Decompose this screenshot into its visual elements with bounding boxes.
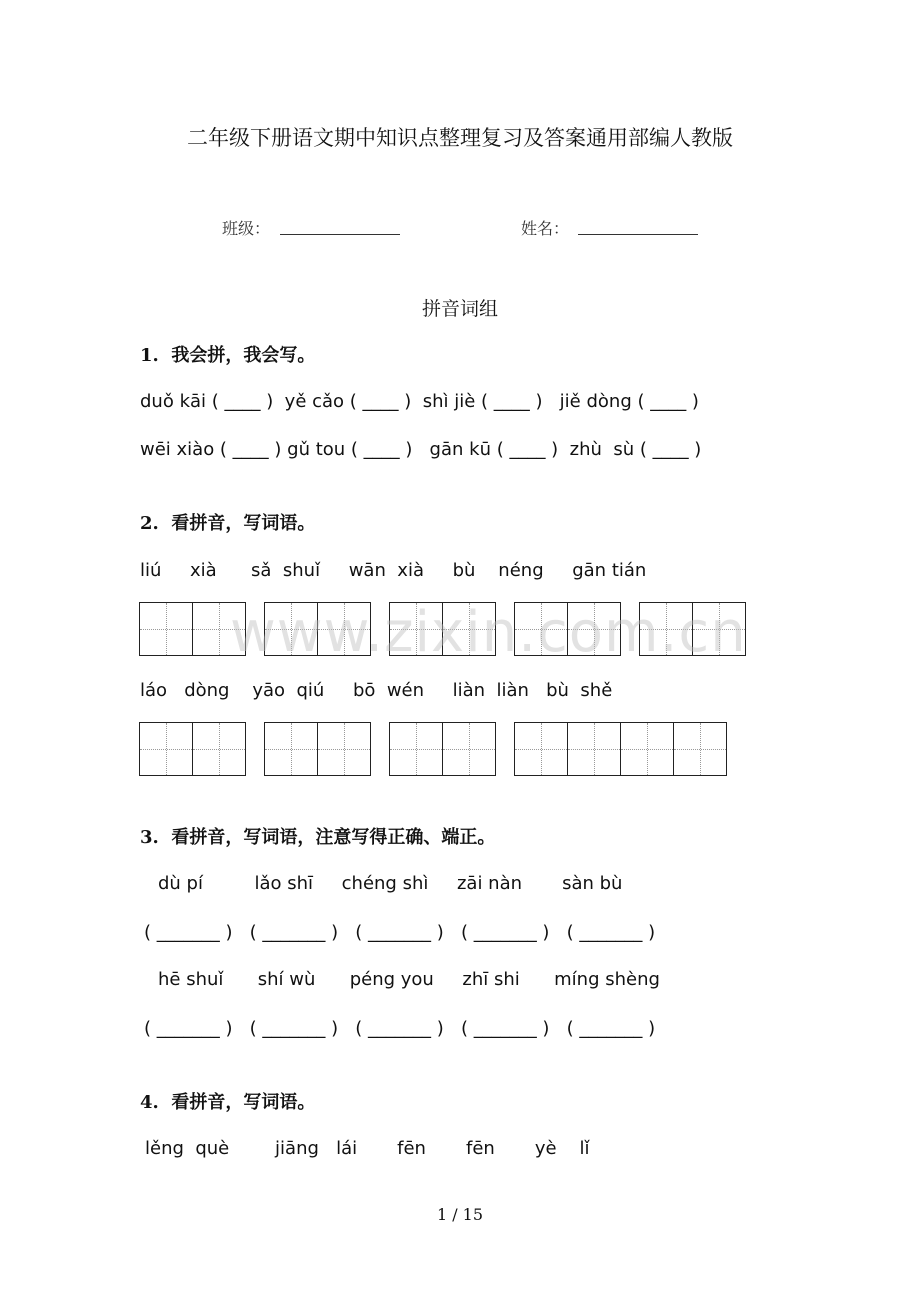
section-title: 拼音词组 [421, 298, 498, 320]
document-title: 二年级下册语文期中知识点整理复习及答案通用部编人教版 [187, 126, 733, 150]
question-3-title: 3. 看拼音，写词语，注意写得正确、端正。 [140, 827, 496, 848]
question-3-pinyin-row-2: hē shuǐ shí wù péng you zhī shi míng shèng [158, 969, 660, 990]
question-4-title: 4. 看拼音，写词语。 [140, 1092, 316, 1113]
class-blank-line [280, 234, 400, 235]
question-2-title: 2. 看拼音，写词语。 [140, 513, 316, 534]
name-blank-line [578, 234, 698, 235]
question-1-line-2: wēi xiào ( ____ ) gǔ tou ( ____ ) gān kū ( ____ ) zhù sù ( ____ ) [140, 439, 702, 460]
question-3-pinyin-row-1: dù pí lǎo shī chéng shì zāi nàn sàn bù [158, 873, 623, 894]
writing-grid [389, 722, 496, 776]
page-number: 1 / 15 [436, 1205, 484, 1224]
question-1-title: 1. 我会拼，我会写。 [140, 345, 316, 366]
writing-grid [139, 722, 246, 776]
class-label: 班级： [222, 219, 271, 238]
watermark: www.zixin.com.cn [230, 600, 747, 665]
writing-grid [264, 722, 371, 776]
question-2-pinyin-row-2: láo dòng yāo qiú bō wén liàn liàn bù shě [140, 680, 613, 701]
name-label: 姓名： [521, 219, 570, 238]
question-3-blanks-row-2: ( _______ ) ( _______ ) ( _______ ) ( _______ ) ( _______ ) [144, 1018, 656, 1039]
question-2-pinyin-row-1: liú xià sǎ shuǐ wān xià bù néng gān tián [140, 560, 647, 581]
question-4-pinyin-row-1: lěng què jiāng lái fēn fēn yè lǐ [145, 1138, 590, 1159]
question-3-blanks-row-1: ( _______ ) ( _______ ) ( _______ ) ( _______ ) ( _______ ) [144, 922, 656, 943]
writing-grid [514, 722, 727, 776]
question-1-line-1: duǒ kāi ( ____ ) yě cǎo ( ____ ) shì jiè ( ____ ) jiě dòng ( ____ ) [140, 391, 699, 412]
